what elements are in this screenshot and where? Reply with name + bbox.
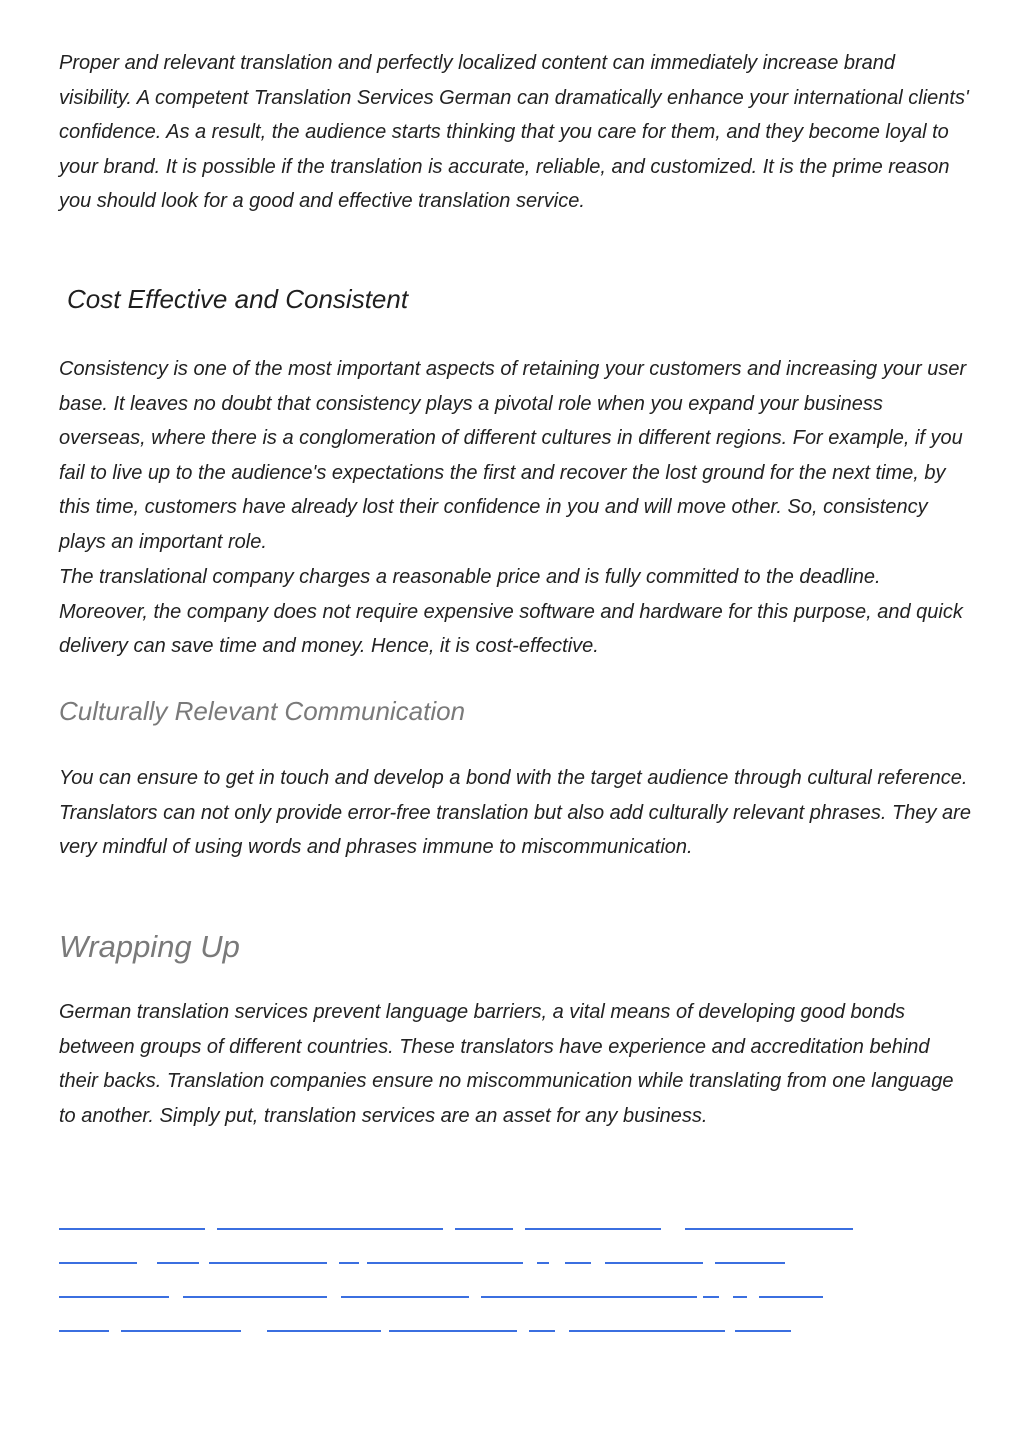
section-heading-cultural: Culturally Relevant Communication xyxy=(59,696,466,726)
link-underline[interactable] xyxy=(59,1296,169,1298)
link-underline[interactable] xyxy=(267,1330,381,1332)
link-underline[interactable] xyxy=(703,1296,719,1298)
link-underline[interactable] xyxy=(217,1228,443,1230)
link-underline[interactable] xyxy=(685,1228,853,1230)
link-underline[interactable] xyxy=(759,1296,823,1298)
link-underline[interactable] xyxy=(183,1296,327,1298)
link-underline[interactable] xyxy=(59,1262,137,1264)
intro-paragraph: Proper and relevant translation and perfectly localized content can immediately increase brand visibility. A competent Translation Services German can dramatically enhance your international clients' confidence. As a result, the audience starts thinking that you care for them, and they become loyal to your brand. It is possible if the translation is accurate, reliable, and customized. It is the prime reason you should look for a good and effective translation service. xyxy=(59,52,969,213)
link-block xyxy=(59,1210,971,1340)
link-underline[interactable] xyxy=(209,1262,327,1264)
consistency-paragraph: Consistency is one of the most important aspects of retaining your customers and increasing your user base. It leaves no doubt that consistency plays a pivotal role when you expand your business overseas, where there is a conglomeration of different cultures in different regions. For example, if you fail to live up to the audience's expectations the first and recover the lost ground for the next time, by this time, customers have already lost their confidence in you and will move other. So, consistency plays an important role. xyxy=(59,358,967,553)
link-underline[interactable] xyxy=(455,1228,513,1230)
cost-paragraph: The translational company charges a reasonable price and is fully committed to the deadline. Moreover, the company does not require expensive software and hardware for this purpose, and quick delivery can save time and money. Hence, it is cost-effective. xyxy=(59,566,963,658)
link-underline[interactable] xyxy=(565,1262,591,1264)
link-underline[interactable] xyxy=(367,1262,523,1264)
link-underline[interactable] xyxy=(569,1330,725,1332)
link-underline[interactable] xyxy=(339,1262,359,1264)
wrapping-up-paragraph: German translation services prevent language barriers, a vital means of developing good bonds between groups of different countries. These translators have experience and accreditation behind their backs. Translation companies ensure no miscommunication while translating from one language to another. Simply put, translation services are an asset for any business. xyxy=(59,1001,954,1127)
section-heading-cost-effective: Cost Effective and Consistent xyxy=(67,284,409,314)
cultural-paragraph: You can ensure to get in touch and develop a bond with the target audience through cultural reference. Translators can not only provide error-free translation but also add culturally relevant phrases. They are very mindful of using words and phrases immune to miscommunication. xyxy=(59,767,971,859)
section-heading-wrapping-up: Wrapping Up xyxy=(59,929,240,964)
link-underline[interactable] xyxy=(525,1228,661,1230)
link-underline[interactable] xyxy=(121,1330,241,1332)
link-underline[interactable] xyxy=(537,1262,549,1264)
link-underline[interactable] xyxy=(735,1330,791,1332)
link-underline[interactable] xyxy=(341,1296,469,1298)
link-underline[interactable] xyxy=(605,1262,703,1264)
link-underline[interactable] xyxy=(59,1330,109,1332)
link-underline[interactable] xyxy=(157,1262,199,1264)
link-underline[interactable] xyxy=(733,1296,747,1298)
link-underline[interactable] xyxy=(389,1330,517,1332)
link-underline[interactable] xyxy=(529,1330,555,1332)
link-underline[interactable] xyxy=(59,1228,205,1230)
link-underline[interactable] xyxy=(481,1296,697,1298)
link-underline[interactable] xyxy=(715,1262,785,1264)
